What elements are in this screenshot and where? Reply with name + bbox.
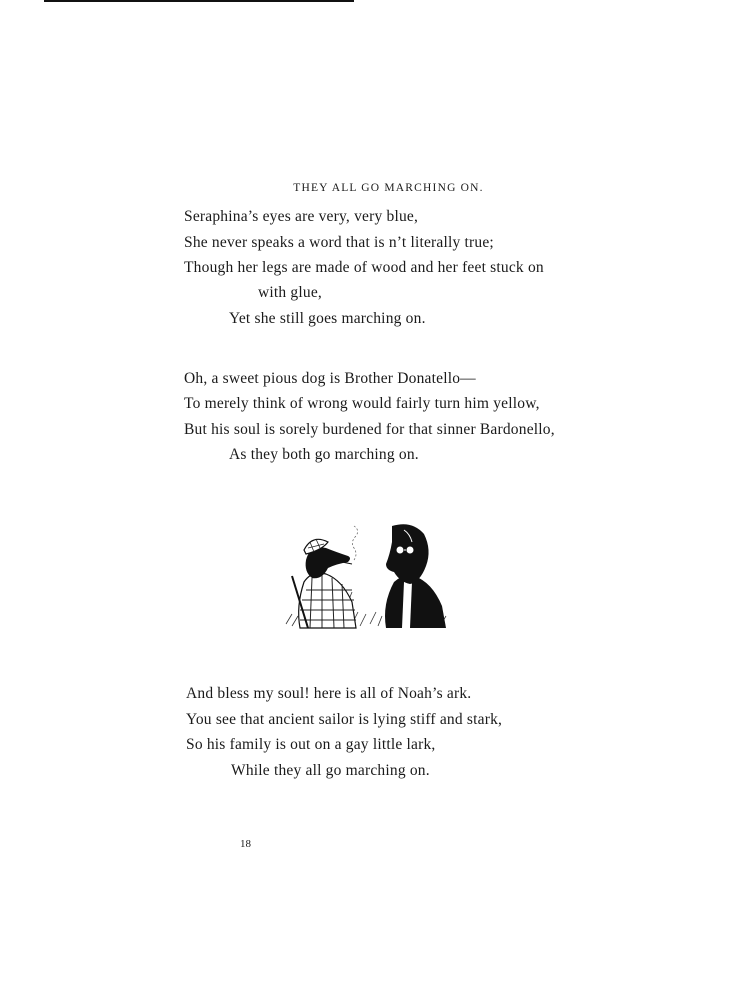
right-dog <box>385 524 446 628</box>
stanza3-line2: You see that ancient sailor is lying stiff and stark, <box>186 711 503 728</box>
stanza1-line3: Though her legs are made of wood and her feet stuck on <box>184 259 544 276</box>
two-dogs-illustration <box>282 520 450 632</box>
stanza3-line1: And bless my soul! here is all of Noah’s ark. <box>186 685 472 702</box>
stanza3-line3: So his family is out on a gay little lark, <box>186 736 436 753</box>
stanza2-line1: Oh, a sweet pious dog is Brother Donatello— <box>184 370 476 387</box>
stanza3-refrain: While they all go marching on. <box>231 762 430 779</box>
stanza1-line1: Seraphina’s eyes are very, very blue, <box>184 208 419 225</box>
top-rule <box>44 0 354 2</box>
poem-title: THEY ALL GO MARCHING ON. <box>293 182 484 194</box>
stanza1-line2: She never speaks a word that is n’t literally true; <box>184 234 494 251</box>
stanza1-line4: with glue, <box>258 284 322 301</box>
stanza2-line2: To merely think of wrong would fairly turn him yellow, <box>184 395 540 412</box>
stanza1-refrain: Yet she still goes marching on. <box>229 310 426 327</box>
stanza2-refrain: As they both go marching on. <box>229 446 419 463</box>
stanza2-line3: But his soul is sorely burdened for that sinner Bardonello, <box>184 421 555 438</box>
left-dog <box>292 526 358 628</box>
page-number: 18 <box>240 838 251 850</box>
